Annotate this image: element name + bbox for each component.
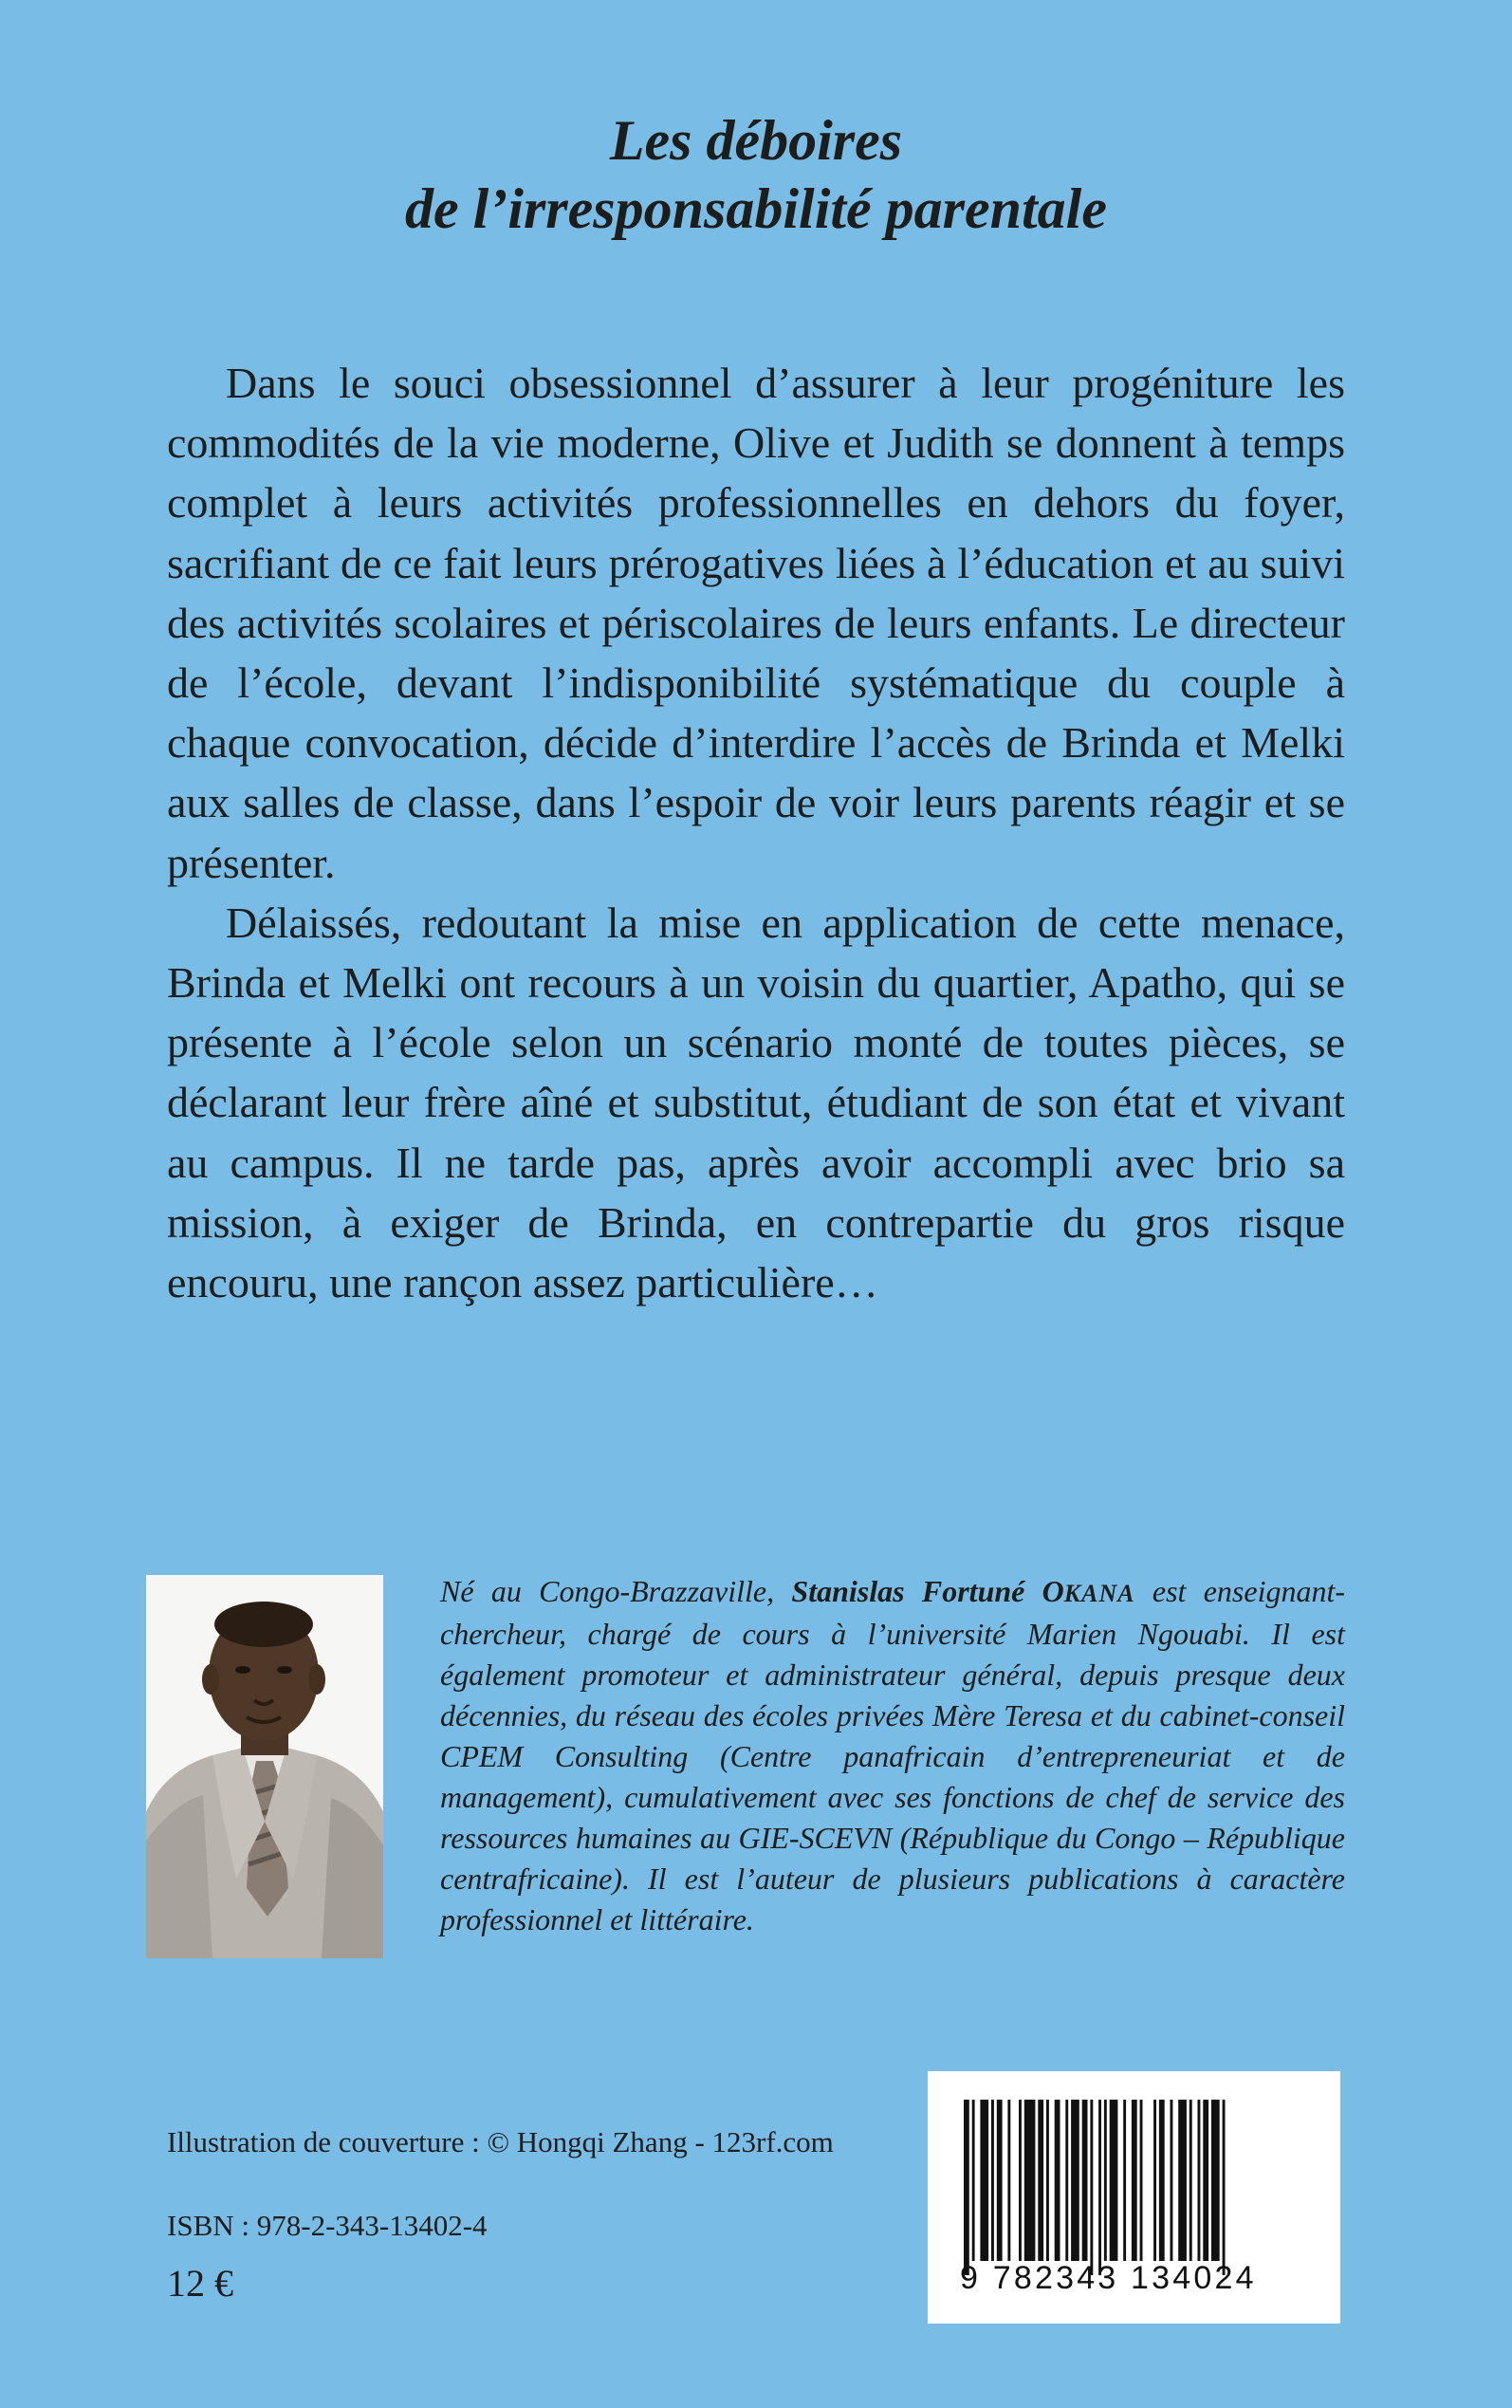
title-line-2: de l’irresponsabilité parentale (405, 177, 1107, 240)
barcode-bar (1046, 2100, 1049, 2261)
barcode-bar (1007, 2100, 1010, 2261)
barcode-bar (1123, 2100, 1126, 2261)
barcode-bar (1104, 2100, 1107, 2261)
author-portrait-illustration (146, 1575, 383, 1958)
barcode-bar (1223, 2100, 1226, 2275)
barcode-bar (1065, 2100, 1068, 2261)
barcode-bar (964, 2100, 969, 2275)
title-line-1: Les déboires (609, 109, 903, 172)
isbn: ISBN : 978-2-343-13402-4 (167, 2209, 488, 2242)
synopsis-paragraph-1: Dans le souci obsessionnel d’assurer à leur progéniture les commodités de la vie moderne, Olive et Judith se donnent à temps complet à leurs activités professionnelles en dehors du foyer, sacrifiant de ce fait leurs prérogatives liées à l’éducation et au suivi des activités scolaires et périscolaires de leurs enfants. Le directeur de l’école, devant l’indisponibilité systématique du couple à chaque convocation, décide d’interdire l’accès de Brinda et Melki aux salles de classe, dans l’espoir de voir leurs parents réagir et se présenter. (167, 359, 1345, 887)
cover-illustration-credit: Illustration de couverture : © Hongqi Zhang - 123rf.com (167, 2125, 834, 2158)
barcode-bar (1038, 2100, 1043, 2261)
book-title (0, 106, 1512, 243)
barcode-bar (1140, 2100, 1143, 2261)
barcode-bar (1211, 2100, 1220, 2261)
author-biography (440, 1571, 1345, 1940)
barcode-bar (1153, 2100, 1156, 2261)
synopsis-paragraph-2: Délaissés, redoutant la mise en application de cette menace, Brinda et Melki ont recours à un voisin du quartier, Apatho, qui se présente à l’école selon un scénario monté de toutes pièces, se déclarant leur frère aîné et substitut, étudiant de son état et vivant au campus. Il ne tarde pas, après avoir accompli avec brio sa mission, à exiger de Brinda, en contrepartie du gros risque encouru, une rançon assez particulière… (167, 898, 1345, 1307)
barcode-bar (991, 2100, 994, 2261)
barcode-bar (1171, 2100, 1173, 2261)
barcode-bar (980, 2100, 988, 2261)
barcode-bar (1132, 2100, 1137, 2261)
barcode-bar (1189, 2100, 1192, 2261)
barcode (928, 2071, 1340, 2324)
bio-prefix: Né au Congo-Brazzaville, (440, 1574, 792, 1608)
barcode-bar (1024, 2100, 1036, 2261)
author-photo (146, 1575, 383, 1958)
author-name: Stanislas Fortuné OKANA (791, 1574, 1135, 1608)
barcode-bar (1178, 2100, 1187, 2261)
barcode-bar (1159, 2100, 1165, 2261)
barcode-bar (1019, 2100, 1022, 2261)
barcode-digits: 9 782343 134024 (960, 2260, 1257, 2296)
synopsis (167, 353, 1345, 1312)
price: 12 € (167, 2262, 233, 2305)
barcode-bar (1098, 2100, 1101, 2275)
bio-text: est enseignant-chercheur, chargé de cours à l’université Marien Ngouabi. Il est également promoteur et administrateur général, depuis presque deux décennies, du réseau des écoles privées Mère Teresa et du cabinet-conseil CPEM Consulting (Centre panafricain d’entrepreneuriat et de management), cumulativement avec ses fonctions de chef de service des ressources humaines au GIE-SCEVN (République du Congo – République centrafricaine). Il est l’auteur de plusieurs publications à caractère professionnel et littéraire. (440, 1574, 1346, 1936)
barcode-bar (1082, 2100, 1088, 2261)
barcode-bar (1090, 2100, 1093, 2275)
barcode-bar (1110, 2100, 1118, 2261)
barcode-bar (1071, 2100, 1079, 2261)
barcode-bar (1198, 2100, 1201, 2261)
barcode-bar (997, 2100, 1003, 2261)
barcode-bar (1203, 2100, 1208, 2261)
barcode-bar (1055, 2100, 1060, 2261)
barcode-bar (972, 2100, 975, 2261)
